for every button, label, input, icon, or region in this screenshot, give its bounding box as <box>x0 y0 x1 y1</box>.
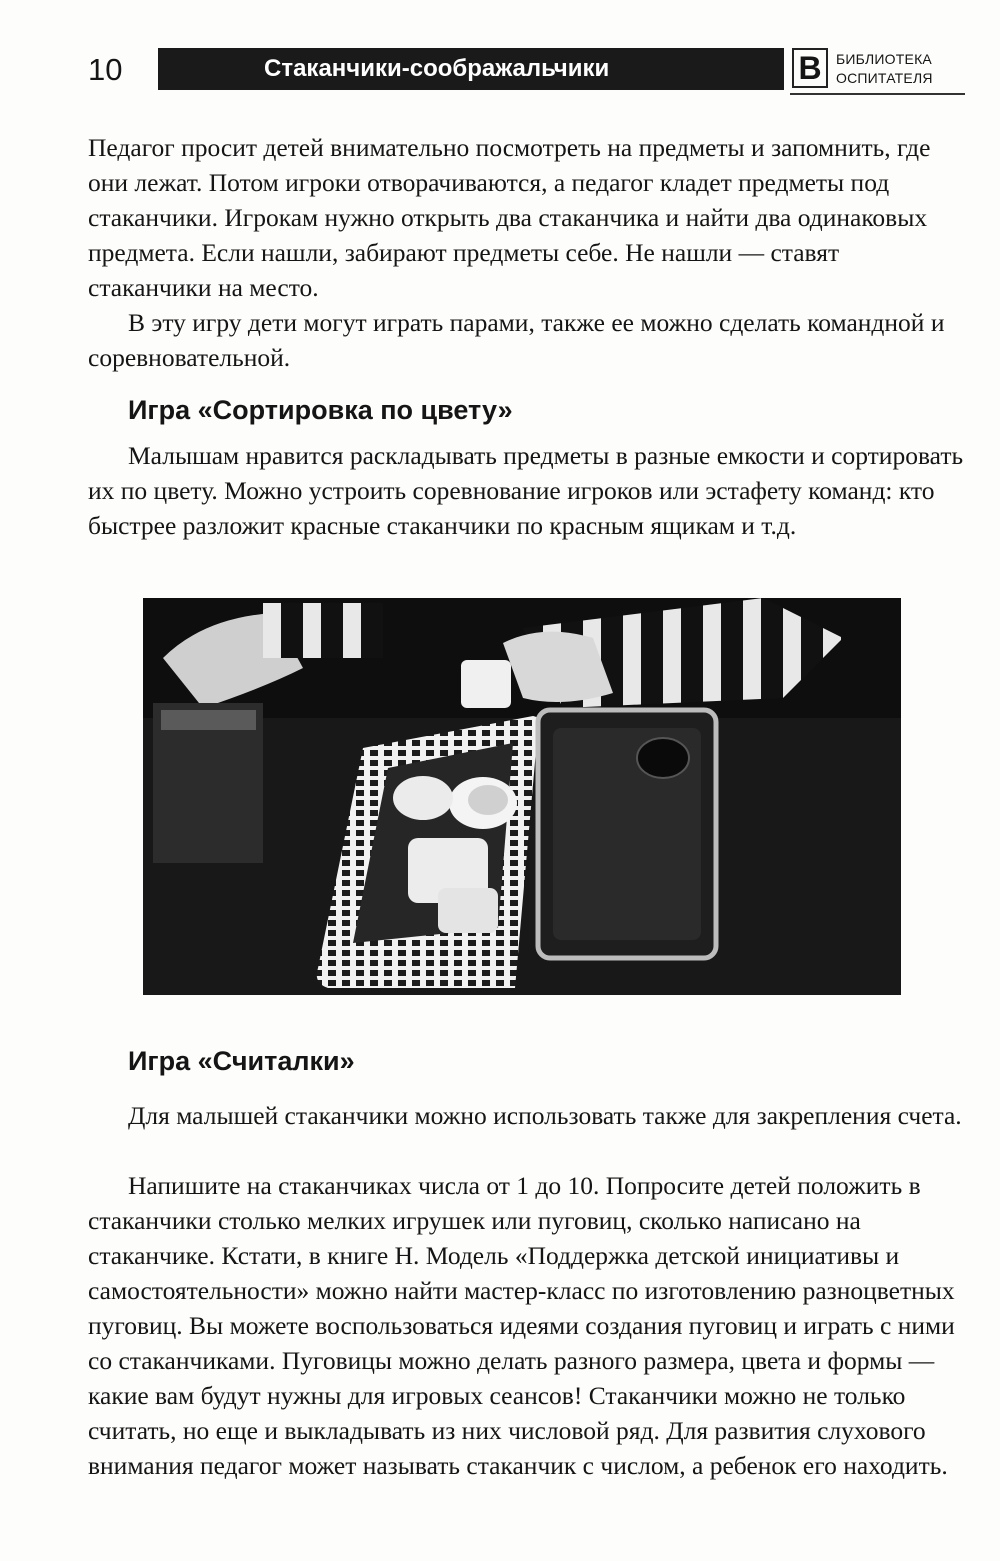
section-heading-count: Игра «Считалки» <box>128 1046 355 1076</box>
count-paragraph-2: Напишите на стаканчиках числа от 1 до 10. Попросите детей положить в стаканчики столько мелких игрушек или пуговиц, сколько написано на стаканчике. Кстати, в книге Н. Модель «Поддержка детской инициативы и самостоятельности» можно найти мастер-класс по изготовлению разноцветных пуговиц. Вы можете воспользоваться идеями создания пуговиц и играть с ними со стаканчиками. Пуговицы можно делать разного размера, цвета и формы — какие вам будут нужны для игровых сеансов! Стаканчики можно не только считать, но еще и выкладывать из них числовой ряд. Для развития слухового внимания педагог может называть стаканчик с числом, а ребенок его находить. <box>88 1171 955 1480</box>
section-heading-sort: Игра «Сортировка по цвету» <box>128 395 513 425</box>
photo-sorting-cups <box>143 598 901 995</box>
series-logo <box>790 45 965 95</box>
series-letter: В <box>792 48 828 88</box>
intro-paragraph-1: Педагог просит детей внимательно посмотреть на предметы и запомнить, где они лежат. Потом игроки отворачиваются, а педагог кладет предметы под стаканчики. Игрокам нужно открыть два стаканчика и найти два одинаковых предмета. Если нашли, забирают предметы себе. Не нашли — ставят стаканчики на место. <box>88 133 931 302</box>
intro-paragraph-2: В эту игру дети могут играть парами, также ее можно сделать командной и соревновательной. <box>88 308 945 372</box>
sort-paragraph: Малышам нравится раскладывать предметы в разные емкости и сортировать их по цвету. Можно устроить соревнование игроков или эстафету команд: кто быстрее разложит красные стаканчики по красным ящикам и т.д. <box>88 441 964 540</box>
count-paragraph-1: Для малышей стаканчики можно использовать также для закрепления счета. <box>128 1101 962 1130</box>
series-title-line1: БИБЛИОТЕКА <box>836 51 932 67</box>
running-title: Стаканчики-соображальчики <box>158 48 784 90</box>
series-title-line2: ОСПИТАТЕЛЯ <box>836 70 933 86</box>
page-number: 10 <box>88 52 123 87</box>
